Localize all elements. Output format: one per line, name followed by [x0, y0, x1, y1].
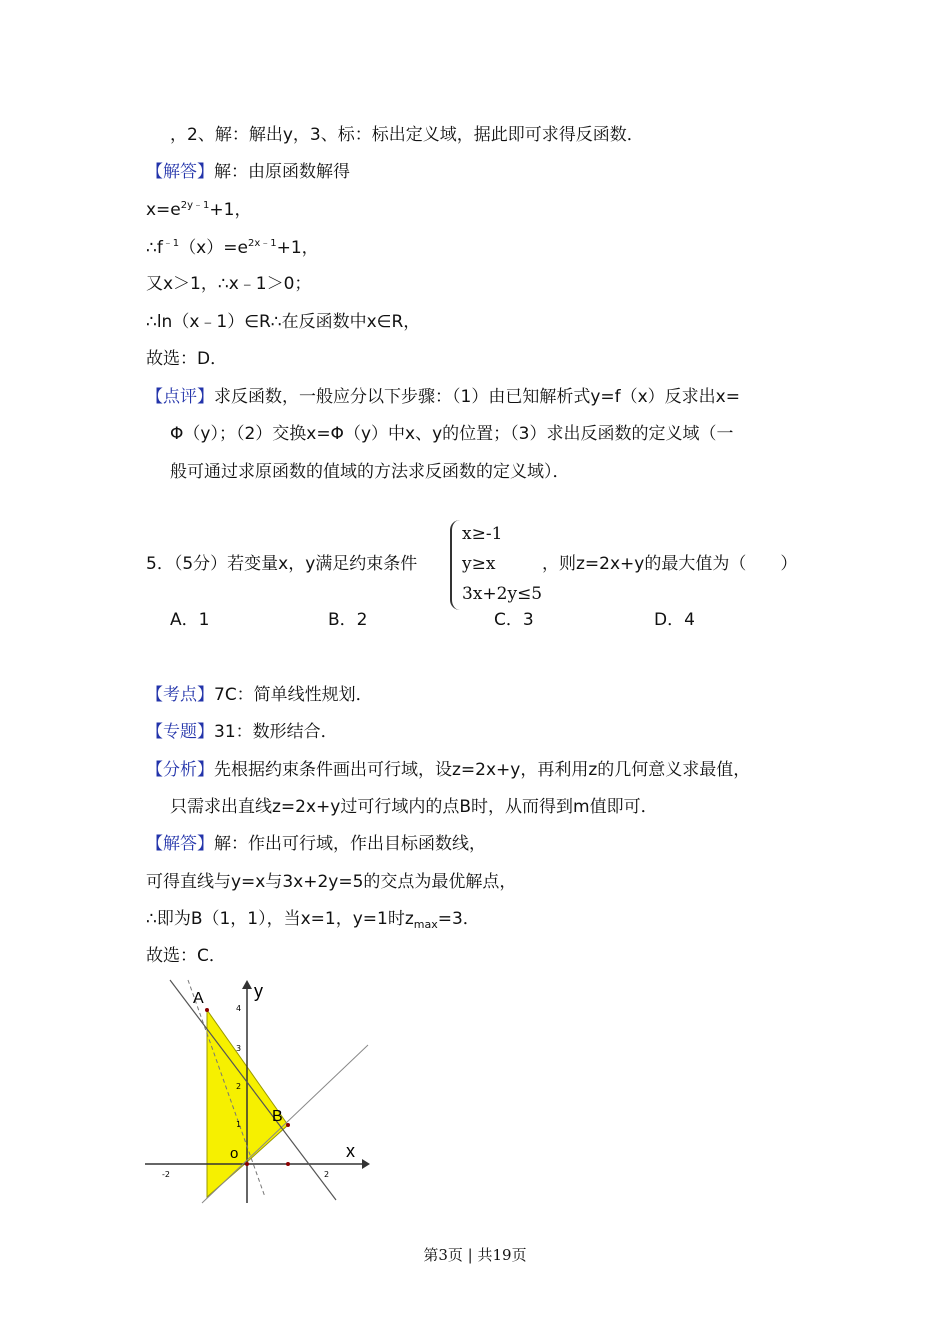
- text-line: 故选：D．: [146, 349, 228, 369]
- tick-label: 2: [324, 1170, 330, 1179]
- question-stem-end: ，则z=2x+y的最大值为（ ）: [542, 554, 798, 574]
- point-b: [286, 1123, 290, 1127]
- exponent: 2x﹣1: [247, 238, 277, 249]
- text-line: ∴ln（x﹣1）∈R∴在反函数中x∈R，: [146, 312, 421, 332]
- label-o: o: [230, 1145, 239, 1162]
- text: 求反函数，一般应分以下步骤：（1）由已知解析式y=f（x）反求出x=: [214, 387, 740, 407]
- constraint-1: x≥-1: [462, 524, 503, 544]
- line-3x-plus-2y-equals-5: [170, 980, 336, 1200]
- label-y: y: [254, 981, 263, 1001]
- equation-line: [146, 198, 251, 222]
- answer-paragraph: [146, 160, 350, 184]
- section-tag: 【解答】: [146, 162, 214, 182]
- text: +1，: [276, 238, 319, 258]
- text-line: 可得直线与y=x与3x+2y=5的交点为最优解点，: [146, 872, 517, 892]
- point-o: [245, 1162, 249, 1166]
- text: +1，: [209, 200, 252, 220]
- text: 7C：简单线性规划．: [214, 685, 373, 705]
- question-stem: 5．（5分）若变量x，y满足约束条件: [146, 554, 418, 574]
- label-x: x: [346, 1141, 355, 1161]
- constraint-2: y≥x: [462, 554, 496, 574]
- tick-label: 3: [236, 1044, 242, 1053]
- x-axis-arrow: [362, 1159, 370, 1169]
- section-tag: 【专题】: [146, 722, 214, 742]
- feasible-region-figure: [140, 975, 375, 1205]
- text-line: ，2、解：解出y，3、标：标出定义域，据此即可求得反函数．: [170, 125, 644, 145]
- point-a: [205, 1008, 209, 1012]
- option-a: A．1: [170, 610, 210, 630]
- kaodian-paragraph: [146, 683, 373, 707]
- text: ∴即为B（1，1），当x=1，y=1时z: [146, 909, 414, 929]
- section-tag: 【分析】: [146, 760, 214, 780]
- text: =3．: [437, 909, 480, 929]
- tick-label: 1: [236, 1120, 242, 1129]
- tick-label: 2: [236, 1082, 242, 1091]
- text-line: 般可通过求原函数的值域的方法求反函数的定义域）．: [170, 462, 570, 482]
- zhuanti-paragraph: [146, 720, 338, 744]
- exponent: 2y﹣1: [180, 200, 210, 211]
- section-tag: 【考点】: [146, 685, 214, 705]
- point-x-tick: [286, 1162, 290, 1166]
- section-tag: 【点评】: [146, 387, 214, 407]
- jieda-paragraph: [146, 832, 486, 856]
- text: 先根据约束条件画出可行域，设z=2x+y，再利用z的几何意义求最值，: [214, 760, 751, 780]
- comment-paragraph: [146, 385, 740, 409]
- subscript: max: [413, 918, 438, 931]
- text: 解：作出可行域，作出目标函数线，: [214, 834, 486, 854]
- text: 解：由原函数解得: [214, 162, 350, 182]
- constraint-3: 3x+2y≤5: [462, 584, 543, 604]
- text-line: 只需求出直线z=2x+y过可行域内的点B时，从而得到m值即可．: [170, 797, 658, 817]
- label-b: B: [272, 1108, 283, 1125]
- text-line: 故选：C．: [146, 946, 226, 966]
- text: ∴f: [146, 238, 163, 258]
- text-line: Φ（y）；（2）交换x=Φ（y）中x、y的位置；（3）求出反函数的定义域（一: [170, 424, 734, 444]
- page-footer: 第3页 | 共19页: [423, 1246, 527, 1264]
- tick-label: -2: [162, 1170, 170, 1179]
- tick-label: 4: [236, 1004, 242, 1013]
- text-line: 又x＞1，∴x﹣1＞0；: [146, 274, 312, 294]
- section-tag: 【解答】: [146, 834, 214, 854]
- equation-line: [146, 907, 480, 931]
- fenxi-paragraph: [146, 758, 750, 782]
- equation-line: [146, 236, 319, 260]
- option-c: C．3: [494, 610, 534, 630]
- exponent: ﹣1: [162, 238, 180, 249]
- text: （x）=e: [179, 238, 248, 258]
- y-axis-arrow: [242, 980, 252, 989]
- option-d: D．4: [654, 610, 695, 630]
- text: 31：数形结合．: [214, 722, 338, 742]
- option-b: B．2: [328, 610, 368, 630]
- text: x=e: [146, 200, 181, 220]
- label-a: A: [193, 990, 204, 1007]
